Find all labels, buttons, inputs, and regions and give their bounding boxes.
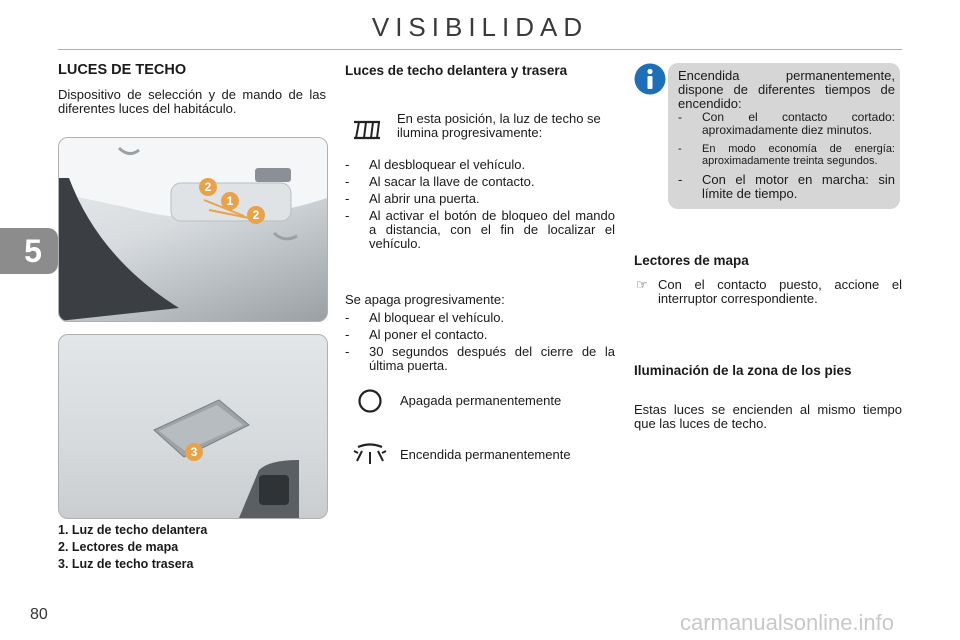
section-intro: Dispositivo de selección y de mando de las diferentes luces del habitáculo.	[58, 87, 326, 116]
map-readers-text: Con el contacto puesto, accione el interruptor correspondiente.	[658, 277, 902, 306]
on-light-icon	[352, 442, 388, 466]
list-item: - En modo economía de energía: aproximadamente treinta segundos.	[678, 143, 895, 167]
door-light-icon	[350, 116, 384, 144]
callout-2b: 2	[247, 206, 265, 224]
off-label: Apagada permanentemente	[400, 393, 562, 408]
title-rule	[58, 49, 902, 50]
callout-2a: 2	[199, 178, 217, 196]
on-conditions-list	[345, 158, 615, 254]
list-item: - Al poner el contacto.	[345, 327, 488, 342]
legend-item: 1. Luz de techo delantera	[58, 523, 208, 537]
chapter-tab	[0, 228, 58, 274]
list-item: - Al sacar la llave de contacto.	[345, 174, 535, 189]
off-circle-icon	[357, 388, 383, 414]
callout-1: 1	[221, 192, 239, 210]
list-item: - 30 segundos después del cierre de la última puerta.	[345, 344, 615, 373]
section-heading: LUCES DE TECHO	[58, 62, 187, 78]
rear-ceiling-illustration	[59, 335, 327, 518]
off-conditions-list	[345, 311, 615, 376]
list-item: - Con el contacto cortado: aproximadamente diez minutos.	[678, 110, 895, 137]
list-item: - Al activar el botón de bloqueo del mando a distancia, con el fin de localizar el vehículo.	[345, 208, 615, 251]
door-position-text: En esta posición, la luz de techo se ilumina progresivamente:	[397, 111, 601, 140]
list-item: - Con el motor en marcha: sin límite de tiempo.	[678, 172, 895, 201]
chapter-number: 5	[24, 233, 42, 269]
pointer-bullet-icon: ☞	[636, 277, 648, 292]
front-ceiling-illustration	[59, 138, 327, 321]
info-icon	[634, 63, 666, 95]
off-intro: Se apaga progresivamente:	[345, 292, 505, 307]
callout-3: 3	[185, 443, 203, 461]
subsection-heading: Luces de techo delantera y trasera	[345, 63, 568, 78]
info-list	[678, 111, 895, 204]
info-text: Encendida permanentemente, dispone de diferentes tiempos de encendido:	[678, 68, 895, 111]
legend-item: 2. Lectores de mapa	[58, 540, 179, 554]
on-label: Encendida permanentemente	[400, 447, 571, 462]
map-readers-heading: Lectores de mapa	[634, 253, 749, 268]
watermark: carmanualsonline.info	[680, 610, 895, 635]
legend-item: 3. Luz de techo trasera	[58, 557, 194, 571]
list-item: - Al bloquear el vehículo.	[345, 310, 505, 325]
footwell-text: Estas luces se encienden al mismo tiempo que las luces de techo.	[634, 402, 902, 431]
rear-ceiling-photo	[58, 334, 328, 519]
list-item: - Al abrir una puerta.	[345, 191, 480, 206]
list-item: - Al desbloquear el vehículo.	[345, 157, 526, 172]
front-ceiling-photo	[58, 137, 328, 322]
page-number: 80	[30, 606, 48, 623]
footwell-heading: Iluminación de la zona de los pies	[634, 363, 852, 378]
page-title: VISIBILIDAD	[371, 12, 589, 42]
photo-legend	[58, 522, 207, 573]
